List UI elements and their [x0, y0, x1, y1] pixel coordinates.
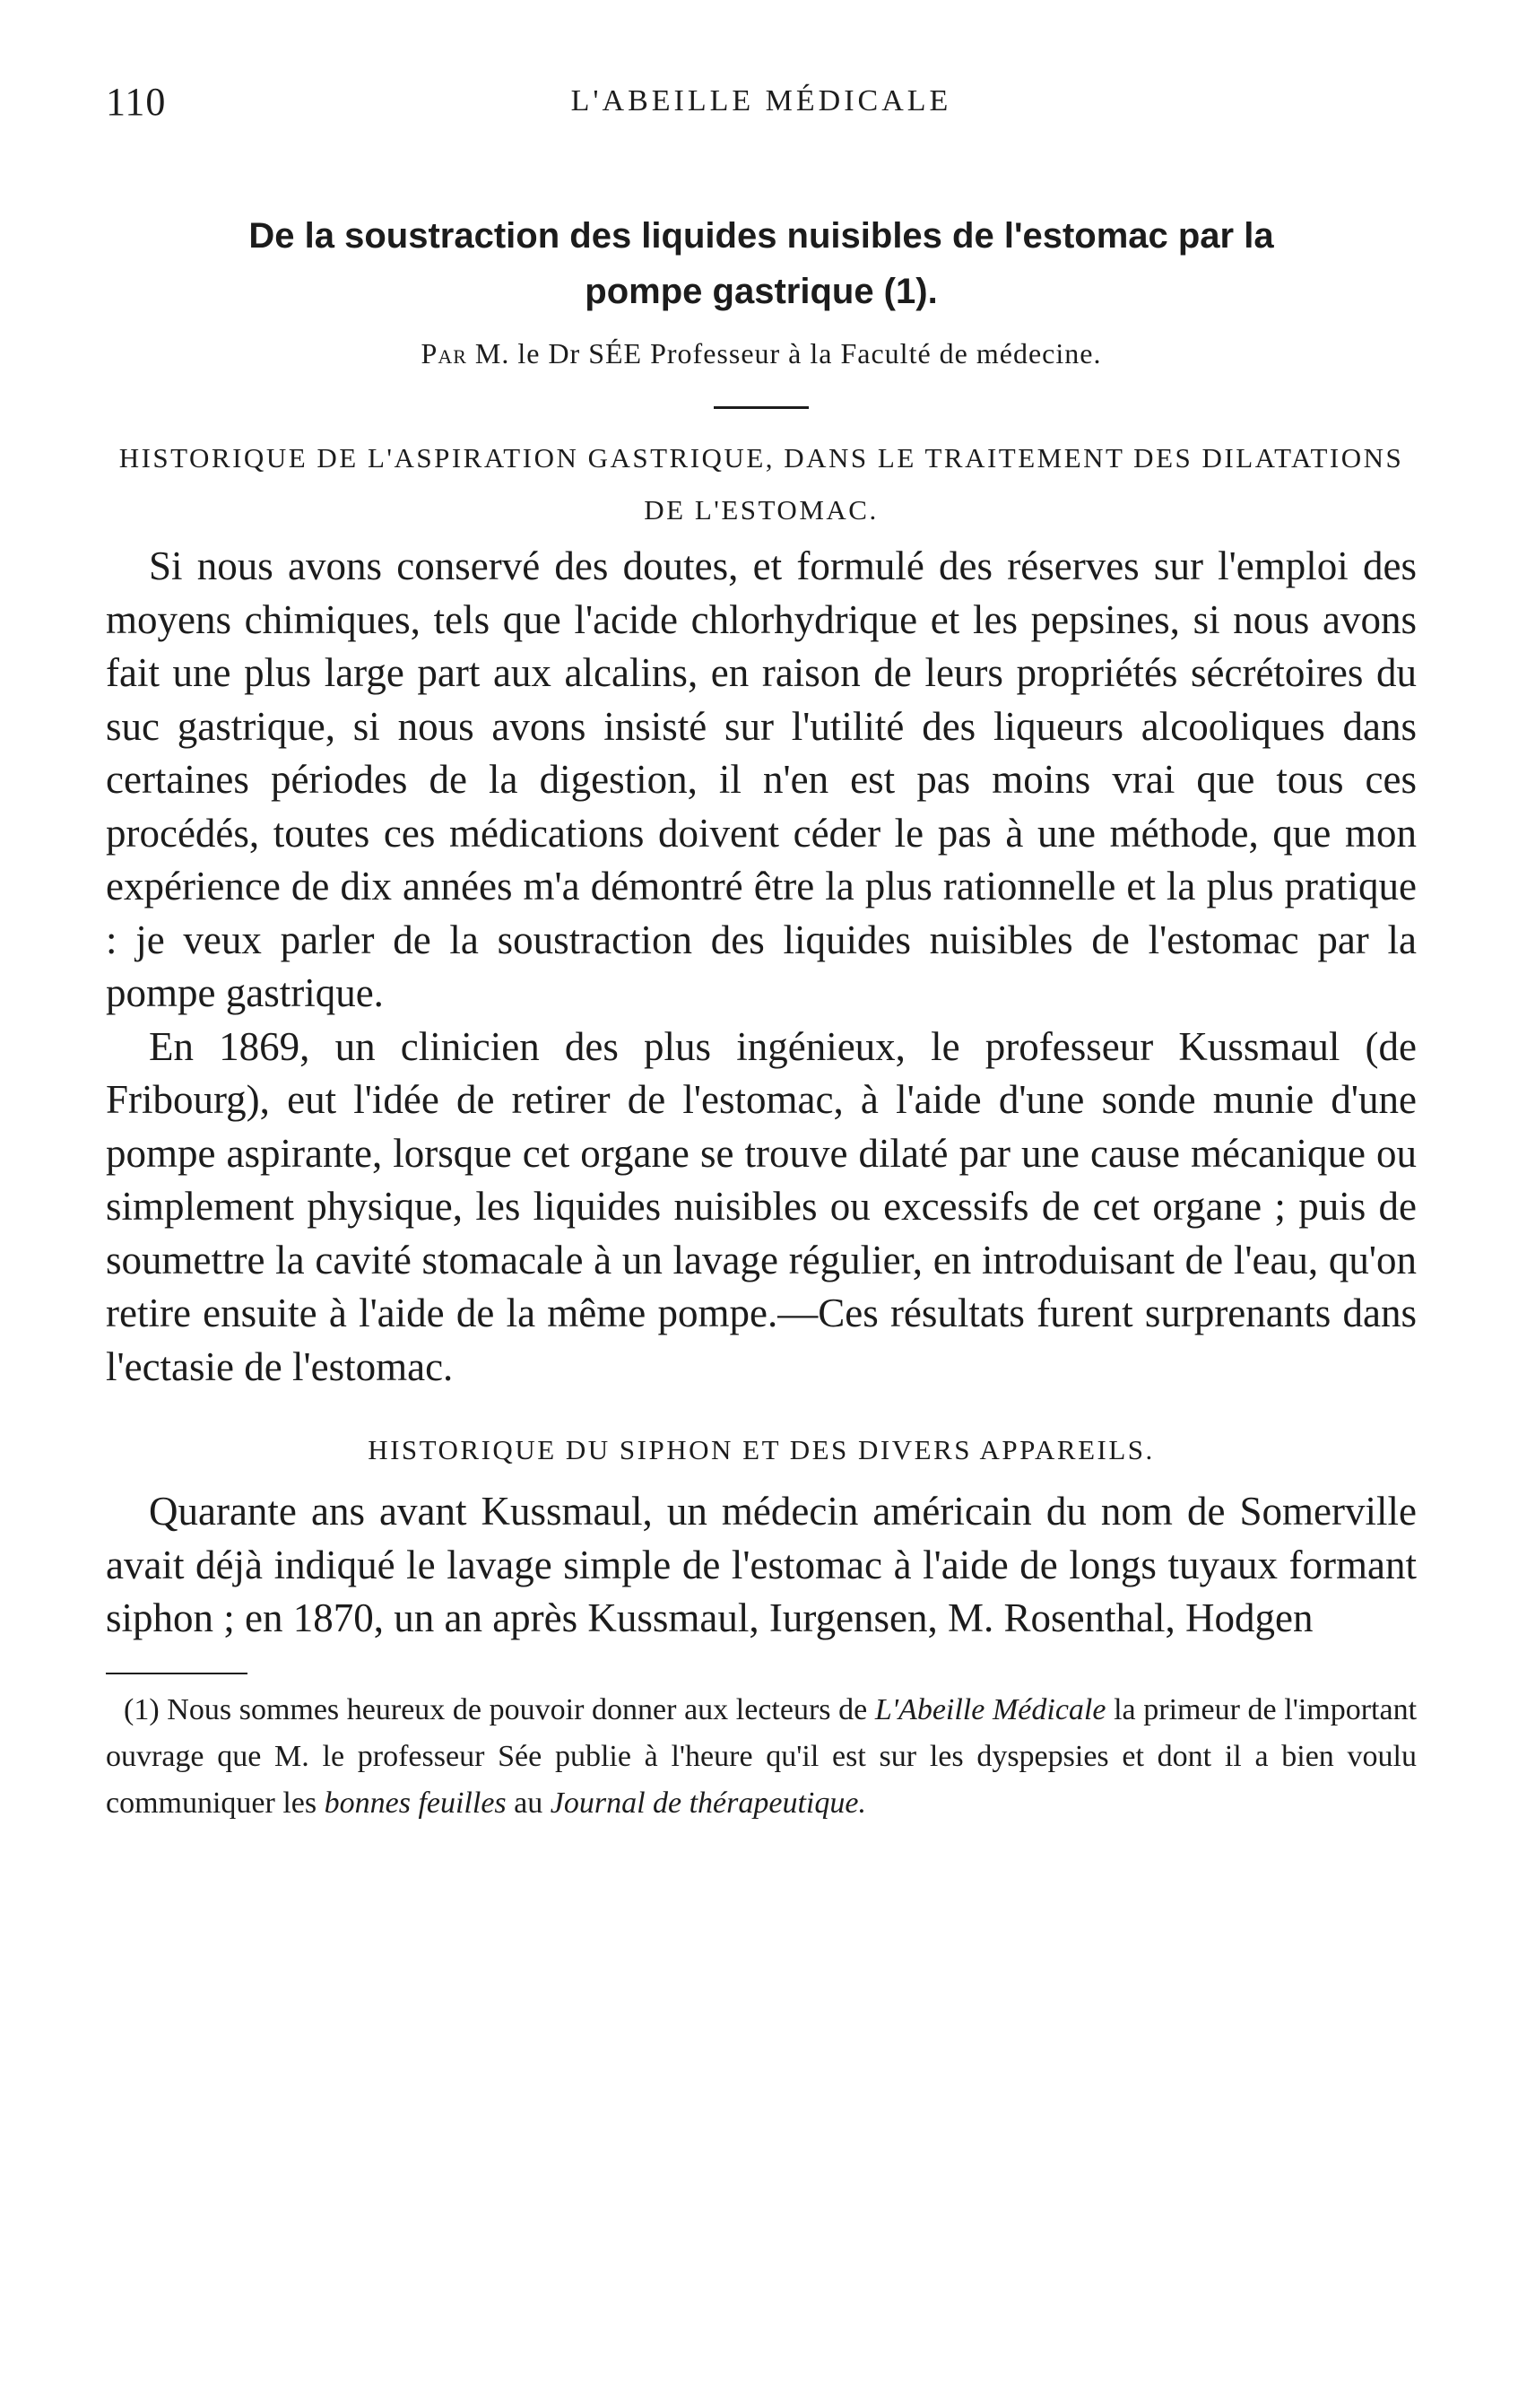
page — [106, 63, 1417, 1827]
author-byline — [106, 337, 1417, 370]
footnote-journal-name-2: Journal de thérapeutique. — [550, 1786, 866, 1820]
footnote-marker: (1) — [124, 1692, 160, 1726]
footnote-proofs: bonnes feuilles — [324, 1786, 507, 1820]
body-paragraph-3: Quarante ans avant Kussmaul, un médecin américain du nom de Somerville avait déjà indiqué le lavage simple de l'estomac à l'aide de longs tuyaux formant siphon ; en 1870, un an après Kussmaul, Iurgensen, M. Rosenthal, Hodgen — [106, 1489, 1417, 1640]
byline-par: Par — [421, 337, 467, 369]
footnote-text-a: Nous sommes heureux de pouvoir donner aux lecteurs de — [167, 1692, 868, 1726]
article-title-line-1: De la soustraction des liquides nuisibles de l'estomac par la — [248, 216, 1274, 256]
section-heading-siphon: HISTORIQUE DU SIPHON ET DES DIVERS APPAREILS. — [368, 1434, 1155, 1465]
running-header — [106, 63, 1417, 126]
section-heading-aspiration: HISTORIQUE DE L'ASPIRATION GASTRIQUE, DANS LE TRAITEMENT DES DILATATIONS DE L'ESTOMAC. — [118, 442, 1404, 526]
article-title — [106, 208, 1417, 319]
title-divider — [714, 406, 809, 409]
footnote-divider — [106, 1673, 247, 1674]
footnote — [106, 1687, 1417, 1827]
body-paragraph-2: En 1869, un clinicien des plus ingénieux, le professeur Kussmaul (de Fribourg), eut l'idée de retirer de l'estomac, à l'aide d'une sonde munie d'une pompe aspirante, lorsque cet organe se trouve dilaté par une cause mécanique ou simplement physique, les liquides nuisibles ou excessifs de cet organe ; puis de soumettre la cavité stomacale à un lavage régulier, en introduisant de l'eau, qu'on retire ensuite à l'aide de la même pompe.—Ces résultats furent surprenants dans l'ectasie de l'estomac. — [106, 1023, 1417, 1389]
body-paragraph-1: Si nous avons conservé des doutes, et formulé des réserves sur l'emploi des moyens chimiques, tels que l'acide chlorhydrique et les pepsines, si nous avons fait une plus large part aux alcalins, en raison de leurs propriétés sécrétoires du suc gastrique, si nous avons insisté sur l'utilité des liqueurs alcooliques dans certaines périodes de la digestion, il n'en est pas moins vrai que tous ces procédés, toutes ces médications doivent céder le pas à une méthode, que mon expérience de dix années m'a démontré être la plus rationnelle et la plus pratique : je veux parler de la soustraction des liquides nuisibles de l'estomac par la pompe gastrique. — [106, 543, 1417, 1015]
footnote-journal-name: L'Abeille Médicale — [874, 1692, 1106, 1726]
footnote-text-b: la primeur de l'important ouvrage que M. le professeur Sée publie à l'heure qu'il est sur les dyspepsies et dont il a bien voulu communiquer les — [106, 1692, 1418, 1820]
journal-title: L'ABEILLE MÉDICALE — [570, 84, 952, 117]
footnote-text-c: au — [514, 1786, 543, 1820]
article-title-line-2: pompe gastrique (1). — [585, 272, 938, 311]
page-number: 110 — [106, 80, 167, 124]
byline-author: M. le Dr SÉE Professeur à la Faculté de médecine. — [474, 337, 1102, 369]
